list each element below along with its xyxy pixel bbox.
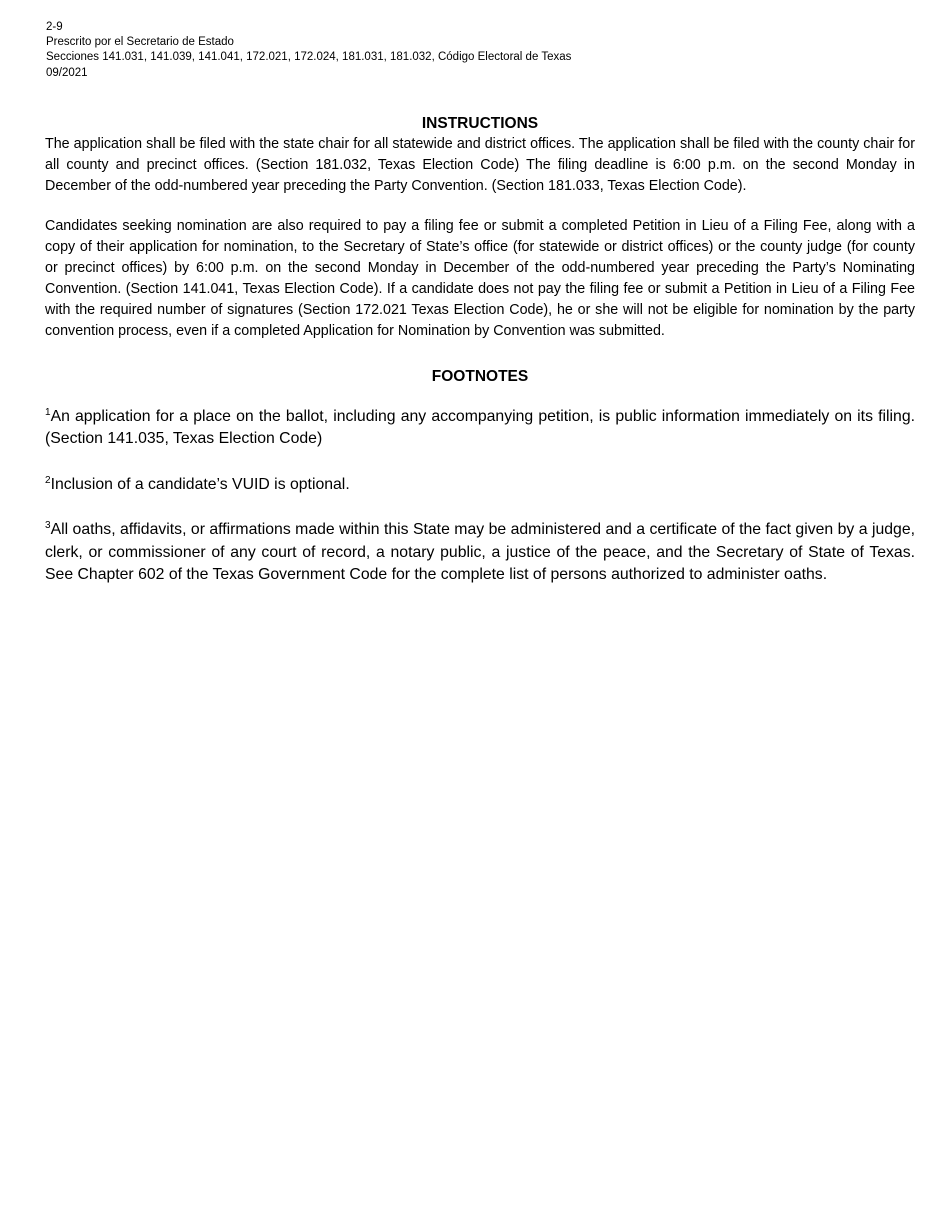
prescribed-by: Prescrito por el Secretario de Estado <box>46 36 234 49</box>
footnote-1 <box>45 406 915 451</box>
footnotes-title: FOOTNOTES <box>431 367 529 385</box>
footnote-marker: 2 <box>45 474 51 486</box>
form-header <box>46 20 915 81</box>
statute-sections: Secciones 141.031, 141.039, 141.041, 172.021, 172.024, 181.031, 181.032, Código Electoral de Texas <box>46 51 572 64</box>
footnote-2 <box>45 474 915 497</box>
instructions-paragraph-2: Candidates seeking nomination are also required to pay a filing fee or submit a completed Petition in Lieu of a Filing Fee, along with a copy of their application for nomination, to the Secretary of State’s office (for statewide or district offices) or the county judge (for county or precinct offices) by 6:00 p.m. on the second Monday in December of the odd-numbered year preceding the Party’s Nominating Convention. (Section 141.041, Texas Election Code). If a candidate does not pay the filing fee or submit a Petition in Lieu of a Filing Fee with the required number of signatures (Section 172.021 Texas Election Code), he or she will not be eligible for nomination by the party convention process, even if a completed Application for Nomination by Convention was submitted. <box>45 217 915 339</box>
form-number: 2-9 <box>46 21 63 33</box>
footnote-marker: 3 <box>45 520 51 532</box>
footnote-text: An application for a place on the ballot, including any accompanying petition, is public information immediately on its filing. (Section 141.035, Texas Election Code) <box>45 407 915 448</box>
footnote-marker: 1 <box>45 406 51 418</box>
document-page <box>45 20 915 587</box>
instructions-title: INSTRUCTIONS <box>421 114 539 132</box>
form-date: 09/2021 <box>46 66 88 79</box>
instructions-paragraph-1: The application shall be filed with the state chair for all statewide and district offices. The application shall be filed with the county chair for all county and precinct offices. (Section 181.032, Texas Election Code) The filing deadline is 6:00 p.m. on the second Monday in December of the odd-numbered year preceding the Party Convention. (Section 181.033, Texas Election Code). <box>45 135 915 194</box>
footnote-3 <box>45 519 915 587</box>
footnote-text: All oaths, affidavits, or affirmations made within this State may be administered and a certificate of the fact given by a judge, clerk, or commissioner of any court of record, a notary public, a justice of the peace, and the Secretary of State of Texas. See Chapter 602 of the Texas Government Code for the complete list of persons authorized to administer oaths. <box>45 521 915 584</box>
footnote-text: Inclusion of a candidate’s VUID is optional. <box>50 475 350 493</box>
